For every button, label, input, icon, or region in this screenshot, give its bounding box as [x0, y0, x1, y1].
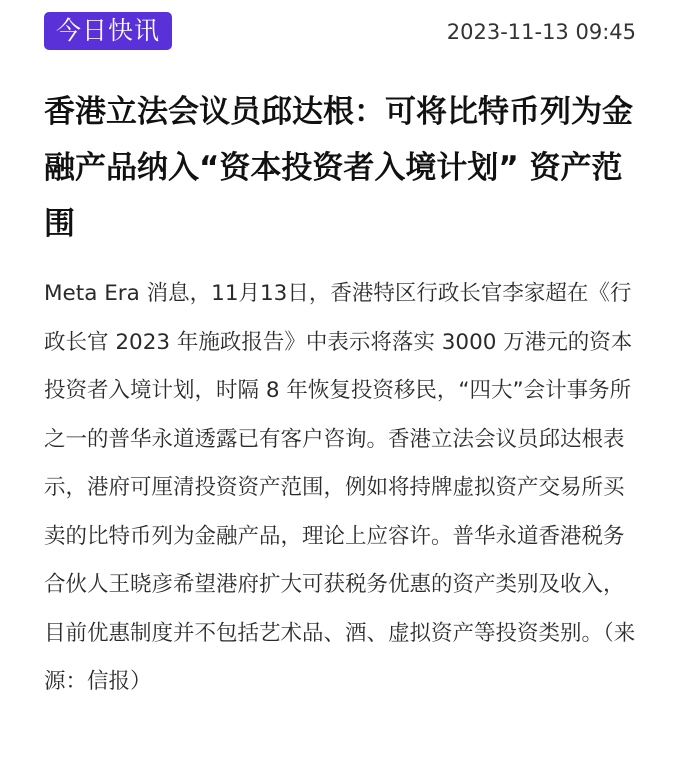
news-category-badge[interactable]: 今日快讯 — [44, 12, 172, 50]
article-header — [44, 10, 636, 52]
publish-timestamp: 2023-11-13 09:45 — [446, 20, 636, 44]
article-title: 香港立法会议员邱达根：可将比特币列为金融产品纳入“资本投资者入境计划” 资产范围 — [44, 94, 633, 242]
article-body: Meta Era 消息，11月13日，香港特区行政长官李家超在《行政长官 2023 年施政报告》中表示将落实 3000 万港元的资本投资者入境计划，时隔 8 年恢复投资移民，“四大”会计事务所之一的普华永道透露已有客户咨询。香港立法会议员邱达根表示，港府可厘清投资资产范围，例如将持牌虚拟资产交易所买卖的比特币列为金融产品，理论上应容许。普华永道香港税务合伙人王晓彦希望港府扩大可获税务优惠的资产类别及收入，目前优惠制度并不包括艺术品、酒、虚拟资产等投资类别。（来源：信报） — [44, 281, 636, 694]
